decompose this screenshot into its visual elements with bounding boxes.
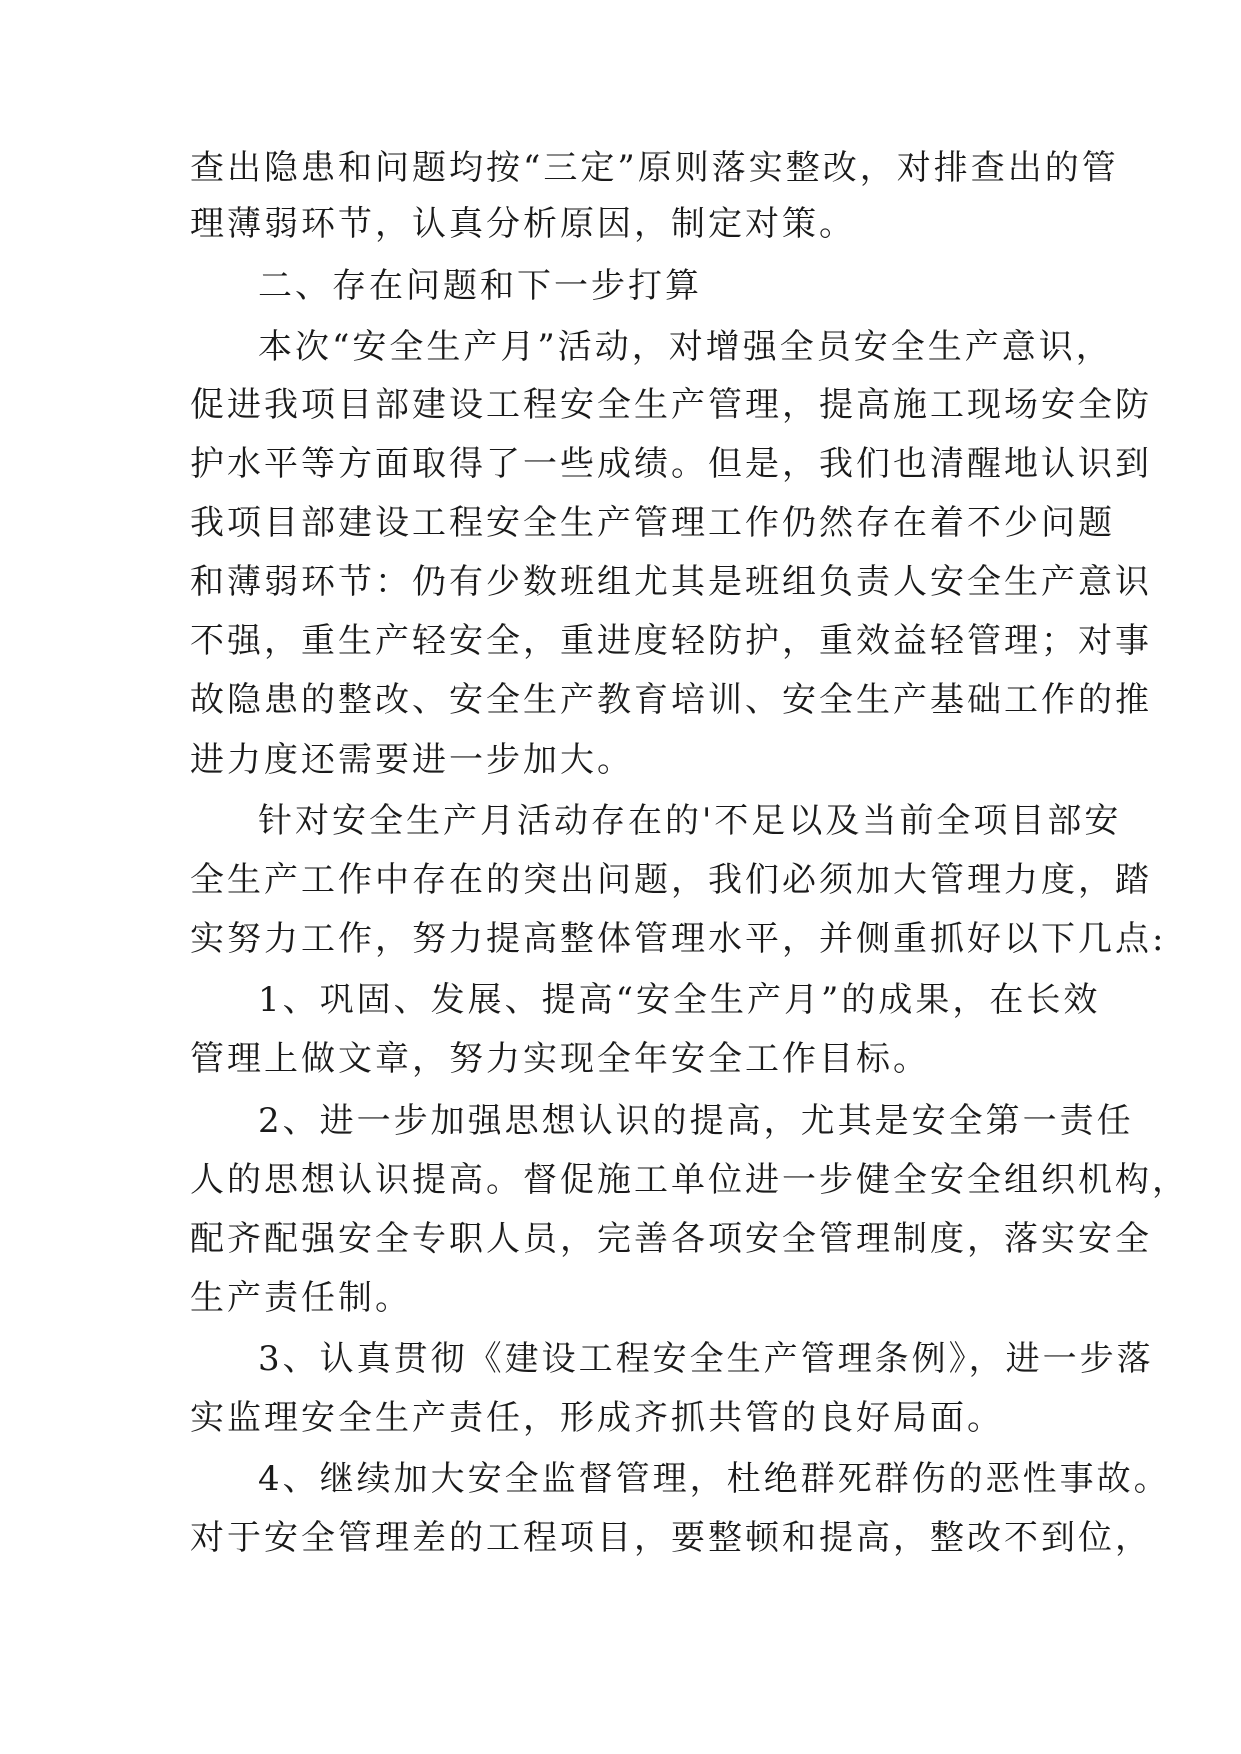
text-line: 不强，重生产轻安全，重进度轻防护，重效益轻管理；对事: [190, 621, 1152, 661]
text-line: 人的思想认识提高。督促施工单位进一步健全安全组织机构，: [190, 1160, 1189, 1200]
text-line: 护水平等方面取得了一些成绩。但是，我们也清醒地认识到: [190, 444, 1152, 484]
text-line: 3、认真贯彻《建设工程安全生产管理条例》，进一步落: [258, 1339, 1154, 1379]
text-line: 我项目部建设工程安全生产管理工作仍然存在着不少问题: [190, 503, 1115, 543]
text-line: 进力度还需要进一步加大。: [190, 740, 634, 780]
text-line: 全生产工作中存在的突出问题，我们必须加大管理力度，踏: [190, 860, 1152, 900]
text-line: 配齐配强安全专职人员，完善各项安全管理制度，落实安全: [190, 1219, 1152, 1259]
text-line: 4、继续加大安全监督管理，杜绝群死群伤的恶性事故。: [258, 1459, 1171, 1499]
text-line: 和薄弱环节：仍有少数班组尤其是班组负责人安全生产意识: [190, 562, 1152, 602]
text-line: 促进我项目部建设工程安全生产管理，提高施工现场安全防: [190, 385, 1152, 425]
text-line: 理薄弱环节，认真分析原因，制定对策。: [190, 204, 856, 244]
text-line: 1、巩固、发展、提高“安全生产月”的成果，在长效: [258, 980, 1101, 1020]
text-line: 故隐患的整改、安全生产教育培训、安全生产基础工作的推: [190, 680, 1152, 720]
text-line: 针对安全生产月活动存在的'不足以及当前全项目部安: [258, 801, 1122, 841]
text-line: 实努力工作，努力提高整体管理水平，并侧重抓好以下几点:: [190, 919, 1167, 959]
text-line: 查出隐患和问题均按“三定”原则落实整改，对排查出的管: [190, 148, 1119, 188]
text-line: 对于安全管理差的工程项目，要整顿和提高，整改不到位，: [190, 1518, 1152, 1558]
text-line: 生产责任制。: [190, 1278, 412, 1318]
text-line: 本次“安全生产月”活动，对增强全员安全生产意识，: [258, 327, 1113, 367]
section-heading: 二、存在问题和下一步打算: [258, 266, 702, 306]
text-line: 管理上做文章，努力实现全年安全工作目标。: [190, 1039, 930, 1079]
text-line: 2、进一步加强思想认识的提高，尤其是安全第一责任: [258, 1101, 1134, 1141]
text-line: 实监理安全生产责任，形成齐抓共管的良好局面。: [190, 1398, 1004, 1438]
